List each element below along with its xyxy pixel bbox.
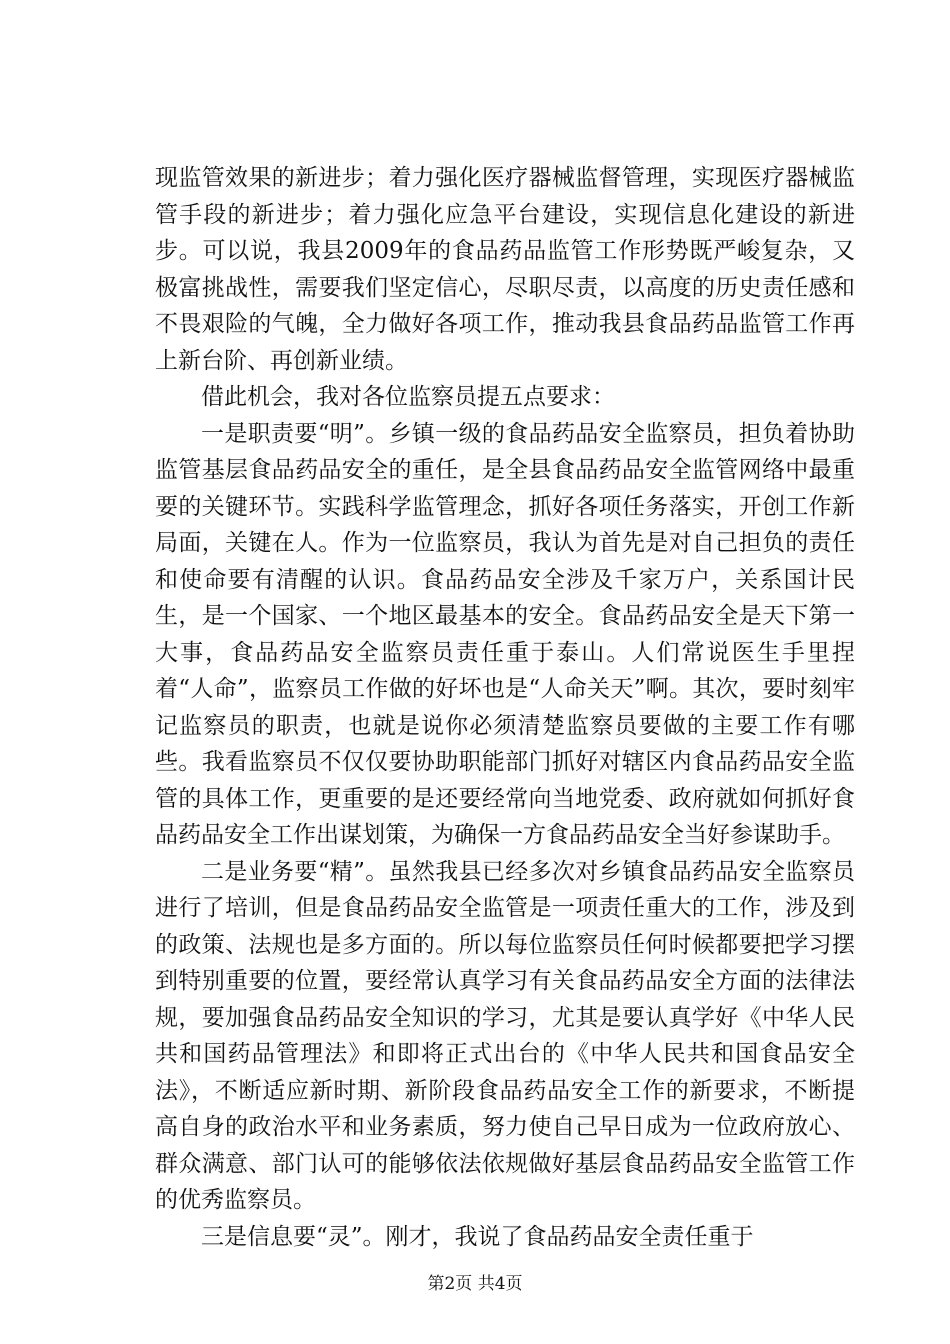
paragraph-3: 一是职责要“明”。乡镇一级的食品药品安全监察员，担负着协助监管基层食品药品安全的重任，是全县食品药品安全监管网络中最重要的关键环节。实践科学监管理念，抓好各项任务落实，开创工作新局面，关键在人。作为一位监察员，我认为首先是对自己担负的责任和使命要有清醒的认识。食品药品安全涉及千家万户，关系国计民生，是一个国家、一个地区最基本的安全。食品药品安全是天下第一大事，食品药品安全监察员责任重于泰山。人们常说医生手里捏着“人命”，监察员工作做的好坏也是“人命关天”啊。其次，要时刻牢记监察员的职责，也就是说你必须清楚监察员要做的主要工作有哪些。我看监察员不仅仅要协助职能部门抓好对辖区内食品药品安全监管的具体工作，更重要的是还要经常向当地党委、政府就如何抓好食品药品安全工作出谋划策，为确保一方食品药品安全当好参谋助手。: [155, 420, 855, 848]
page-footer: [0, 1272, 950, 1296]
paragraph-4: 二是业务要“精”。虽然我县已经多次对乡镇食品药品安全监察员进行了培训，但是食品药品安全监管是一项责任重大的工作，涉及到的政策、法规也是多方面的。所以每位监察员任何时候都要把学习摆到特别重要的位置，要经常认真学习有关食品药品安全方面的法律法规，要加强食品药品安全知识的学习，尤其是要认真学好《中华人民共和国药品管理法》和即将正式出台的《中华人民共和国食品安全法》，不断适应新时期、新阶段食品药品安全工作的新要求，不断提高自身的政治水平和业务素质，努力使自己早日成为一位政府放心、群众满意、部门认可的能够依法依规做好基层食品药品安全监管工作的优秀监察员。: [155, 858, 855, 1213]
page-number: 第2页 共4页: [427, 1274, 523, 1294]
paragraph-2: 借此机会，我对各位监察员提五点要求：: [201, 384, 615, 410]
paragraph-5: 三是信息要“灵”。刚才，我说了食品药品安全责任重于: [201, 1223, 754, 1250]
paragraph-1: 现监管效果的新进步；着力强化医疗器械监督管理，实现医疗器械监管手段的新进步；着力强化应急平台建设，实现信息化建设的新进步。可以说，我县2009年的食品药品监管工作形势既严峻复杂，又极富挑战性，需要我们坚定信心，尽职尽责，以高度的历史责任感和不畏艰险的气魄，全力做好各项工作，推动我县食品药品监管工作再上新台阶、再创新业绩。: [155, 165, 855, 374]
document-body: [155, 160, 855, 1255]
